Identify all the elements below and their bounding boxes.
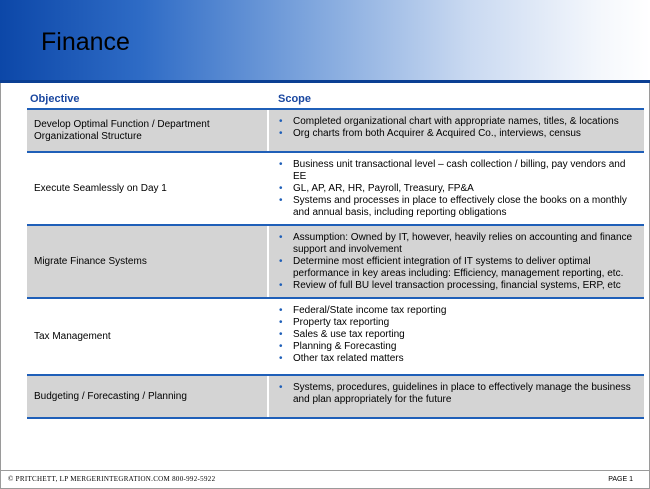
bullet-icon: • bbox=[279, 280, 283, 291]
objective-cell: Develop Optimal Function / Department Organizational Structure bbox=[27, 110, 265, 151]
bullet-icon: • bbox=[279, 195, 283, 206]
bullet-icon: • bbox=[279, 382, 283, 393]
bullet-icon: • bbox=[279, 128, 283, 139]
scope-item: • Planning & Forecasting bbox=[279, 341, 397, 352]
table-row bbox=[27, 110, 644, 153]
bullet-icon: • bbox=[279, 232, 283, 243]
scope-item: • Other tax related matters bbox=[279, 353, 404, 364]
scope-item: • GL, AP, AR, HR, Payroll, Treasury, FP&A bbox=[279, 183, 474, 194]
table-row bbox=[27, 153, 644, 226]
scope-item: • Completed organizational chart with appropriate names, titles, & locations bbox=[279, 116, 619, 127]
scope-item: • Property tax reporting bbox=[279, 317, 390, 328]
scope-item: • Federal/State income tax reporting bbox=[279, 305, 447, 316]
scope-cell bbox=[269, 153, 644, 224]
scope-table bbox=[27, 90, 644, 419]
column-header-scope: Scope bbox=[278, 93, 312, 105]
scope-item: • Sales & use tax reporting bbox=[279, 329, 405, 340]
scope-item: • Assumption: Owned by IT, however, heavily relies on accounting and finance support and involvement bbox=[279, 232, 633, 255]
scope-item: • Systems and processes in place to effectively close the books on a monthly and annual basis, including reporting obligations bbox=[279, 195, 627, 218]
objective-cell: Execute Seamlessly on Day 1 bbox=[34, 182, 167, 194]
table-row bbox=[27, 299, 644, 376]
table-row bbox=[27, 376, 644, 419]
column-header-objective: Objective bbox=[30, 93, 80, 105]
objective-cell: Budgeting / Forecasting / Planning bbox=[27, 376, 265, 417]
scope-cell bbox=[269, 376, 644, 417]
objective-cell: Migrate Finance Systems bbox=[27, 226, 265, 297]
page-number: PAGE 1 bbox=[608, 476, 633, 483]
bullet-icon: • bbox=[279, 256, 283, 267]
page-title: Finance bbox=[41, 28, 130, 56]
bullet-icon: • bbox=[279, 329, 283, 340]
table-header bbox=[27, 90, 644, 110]
scope-item: • Org charts from both Acquirer & Acquired Co., interviews, census bbox=[279, 128, 581, 139]
scope-item: • Systems, procedures, guidelines in place to effectively manage the business and plan appropriately for the future bbox=[279, 382, 631, 405]
bullet-icon: • bbox=[279, 305, 283, 316]
objective-cell: Tax Management bbox=[34, 330, 111, 342]
bullet-icon: • bbox=[279, 116, 283, 127]
footer-copyright: © PRITCHETT, LP MERGERINTEGRATION.COM 800-992-5922 bbox=[8, 475, 216, 483]
bullet-icon: • bbox=[279, 341, 283, 352]
scope-item: • Business unit transactional level – cash collection / billing, pay vendors and EE bbox=[279, 159, 626, 182]
bullet-icon: • bbox=[279, 317, 283, 328]
scope-cell bbox=[269, 226, 644, 297]
header-underline bbox=[0, 80, 650, 83]
scope-cell bbox=[269, 299, 644, 374]
scope-item: • Determine most efficient integration of IT systems to deliver optimal performance in key areas including: Efficiency, management reporting, etc. bbox=[279, 256, 624, 279]
footer-rule bbox=[0, 470, 650, 471]
bullet-icon: • bbox=[279, 183, 283, 194]
bullet-icon: • bbox=[279, 159, 283, 170]
table-row bbox=[27, 226, 644, 299]
scope-item: • Review of full BU level transaction processing, financial systems, ERP, etc bbox=[279, 280, 621, 291]
scope-cell bbox=[269, 110, 644, 151]
bullet-icon: • bbox=[279, 353, 283, 364]
